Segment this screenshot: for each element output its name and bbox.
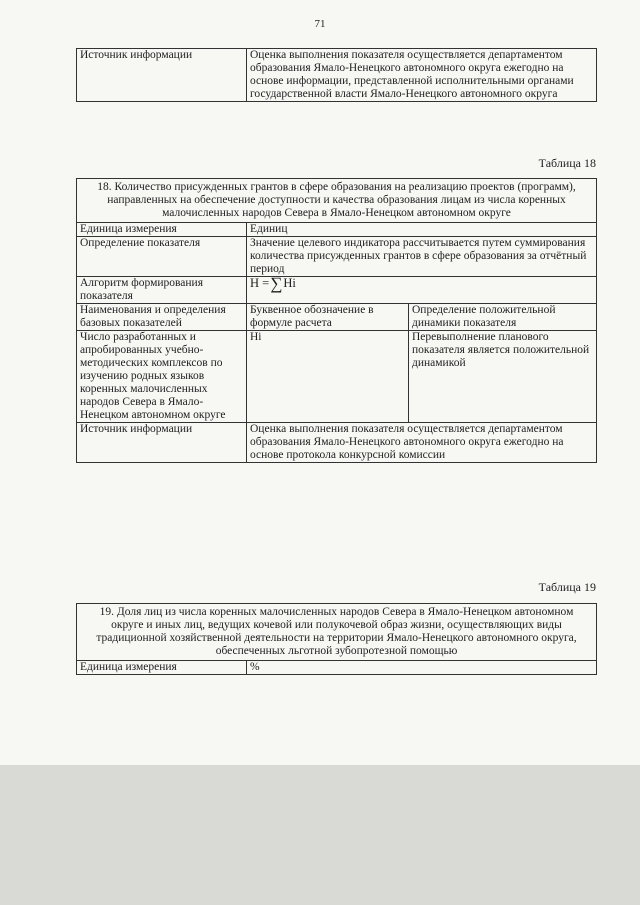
table-19-caption: Таблица 19 xyxy=(538,580,596,594)
unit-value: % xyxy=(247,661,597,675)
table-19 xyxy=(76,603,597,675)
unit-label: Единица измерения xyxy=(77,223,247,237)
column-header-dynamics: Определение положительной динамики показателя xyxy=(409,304,597,331)
unit-value: Единиц xyxy=(247,223,597,237)
column-header-names: Наименования и определения базовых показателей xyxy=(77,304,247,331)
unit-label: Единица измерения xyxy=(77,661,247,675)
scan-background xyxy=(0,765,640,905)
page-number: 71 xyxy=(314,18,326,30)
table-top-continuation xyxy=(76,48,597,102)
column-header-symbol: Буквенное обозначение в формуле расчета xyxy=(247,304,409,331)
formula-cell xyxy=(247,274,597,304)
table-row xyxy=(77,423,597,463)
definition-label: Определение показателя xyxy=(77,237,247,277)
sum-symbol: ∑ xyxy=(270,274,283,293)
source-label: Источник информации xyxy=(77,49,247,102)
source-text: Оценка выполнения показателя осуществляется департаментом образования Ямало-Ненецкого автономного округа ежегодно на основе информации, представленной исполнительными органами государственной власти Ямало-Ненецкого автономного округа xyxy=(247,49,597,102)
table-row xyxy=(77,223,597,237)
table-18-title: 18. Количество присужденных грантов в сфере образования на реализацию проектов (программ), направленных на обеспечение доступности и качества образования лицам из числа коренных малочисленных народов Севера в Ямало-Ненецком автономном округе xyxy=(77,179,597,223)
table-row xyxy=(77,304,597,331)
source-text: Оценка выполнения показателя осуществляется департаментом образования Ямало-Ненецкого автономного округа ежегодно на основе протокола конкурсной комиссии xyxy=(247,423,597,463)
table-row xyxy=(77,49,597,102)
source-label: Источник информации xyxy=(77,423,247,463)
table-row xyxy=(77,604,597,661)
formula xyxy=(250,274,296,293)
table-18-caption: Таблица 18 xyxy=(538,156,596,170)
table-row xyxy=(77,179,597,223)
base-indicator-dynamics: Перевыполнение планового показателя является положительной динамикой xyxy=(409,331,597,423)
table-19-title: 19. Доля лиц из числа коренных малочисленных народов Севера в Ямало-Ненецком автономном округе и иных лиц, ведущих кочевой или полукочевой образ жизни, осуществляющих виды традиционной хозяйственной деятельности на территории Ямало-Ненецкого автономного округа, обеспеченных льготной зубопротезной помощью xyxy=(77,604,597,661)
table-row xyxy=(77,277,597,304)
table-row xyxy=(77,237,597,277)
algorithm-label: Алгоритм формирования показателя xyxy=(77,277,247,304)
formula-right: Hi xyxy=(283,276,296,290)
table-row xyxy=(77,331,597,423)
definition-value: Значение целевого индикатора рассчитывается путем суммирования количества присужденных грантов в сфере образования за отчётный период xyxy=(247,237,597,277)
table-18 xyxy=(76,178,597,463)
base-indicator-name: Число разработанных и апробированных учебно-методических комплексов по изучению родных языков коренных малочисленных народов Севера в Ямало-Ненецком автономном округе xyxy=(77,331,247,423)
table-row xyxy=(77,661,597,675)
base-indicator-symbol: Hi xyxy=(247,331,409,423)
formula-left: H = xyxy=(250,276,270,290)
